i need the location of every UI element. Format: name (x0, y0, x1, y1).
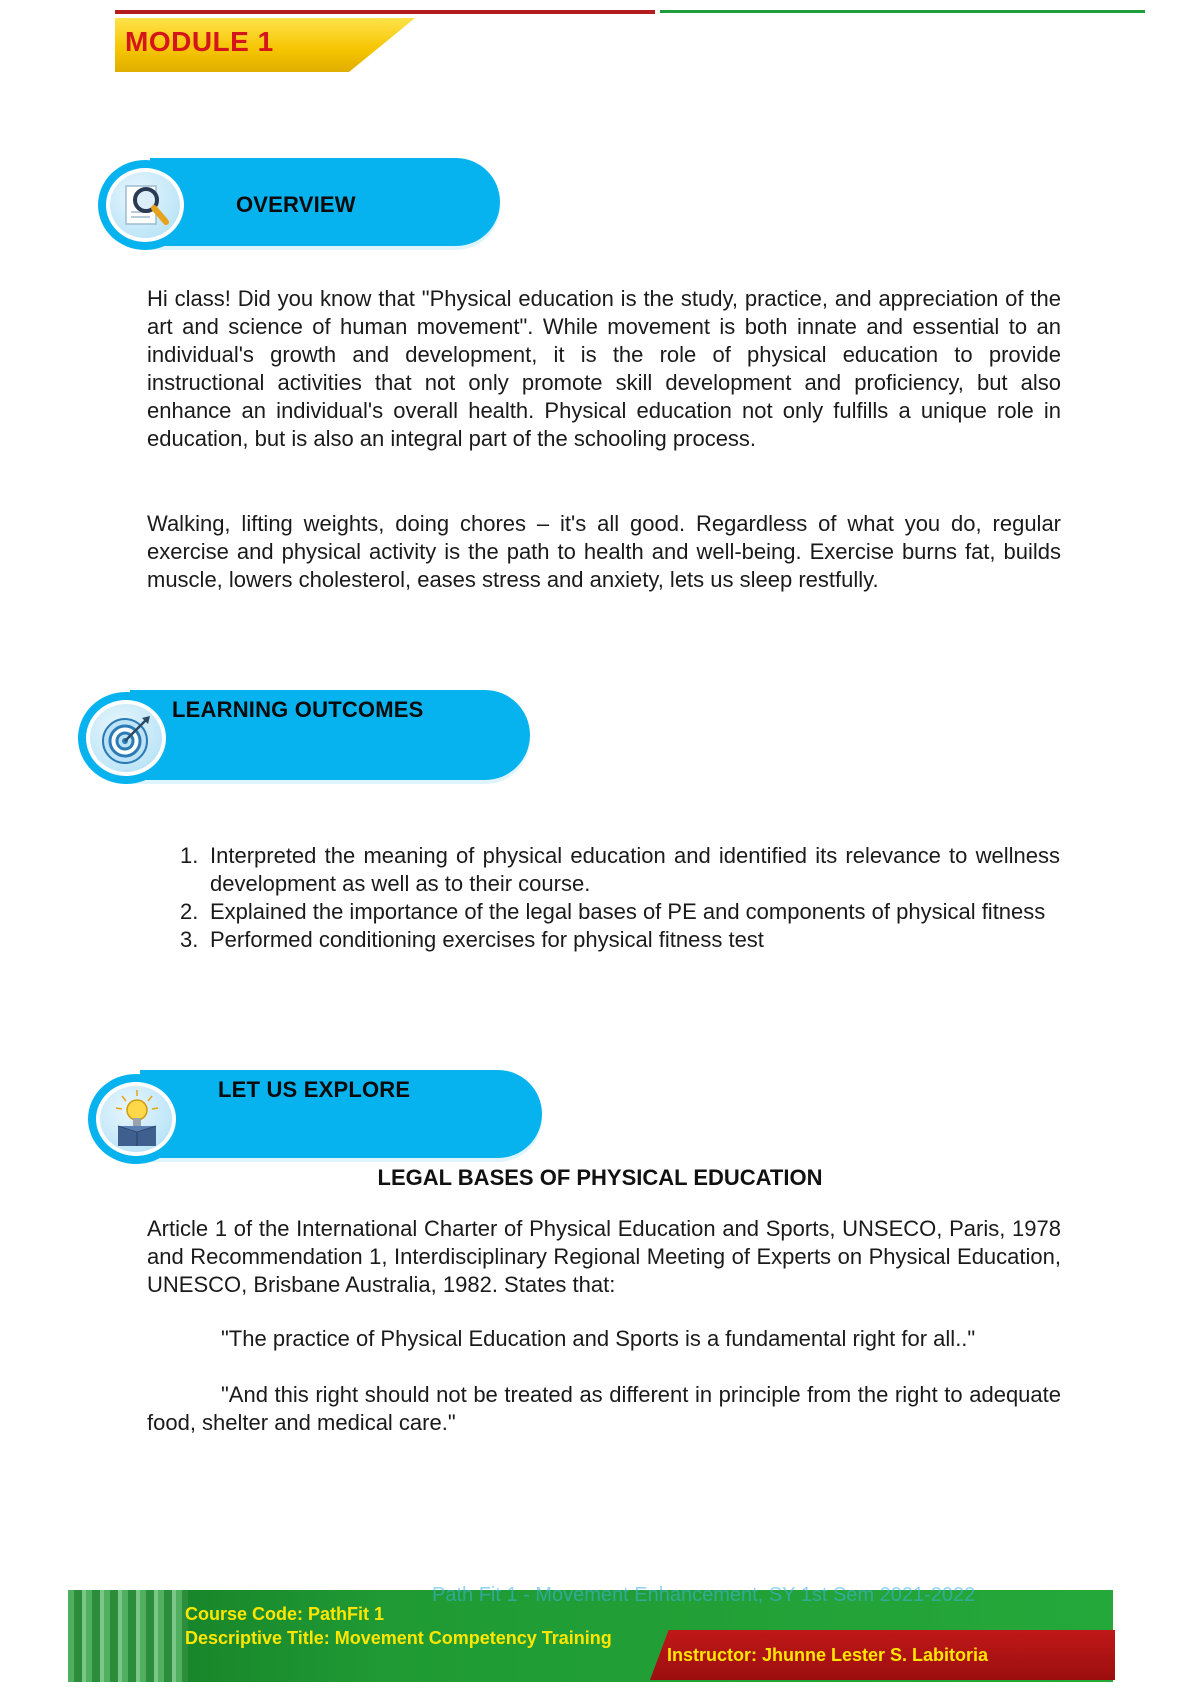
list-item: 1. Interpreted the meaning of physical education and identified its relevance to wellness development as well as to their course. (180, 843, 1060, 896)
footer-course-code: Course Code: PathFit 1 (185, 1604, 385, 1624)
legal-quote-2: "And this right should not be treated as different in principle from the right to adequate food, shelter and medical care." (147, 1382, 1061, 1435)
let-us-explore-title: LET US EXPLORE (218, 1077, 411, 1102)
overview-title: OVERVIEW (236, 192, 356, 217)
learning-outcomes-icon-frame (78, 692, 174, 784)
legal-article-paragraph: Article 1 of the International Charter of Physical Education and Sports, UNSECO, Paris, 1978 and Recommendation 1, Interdisciplinary Regional Meeting of Experts on Physical Education, UNESCO, Brisbane Australia, 1982. States that: (147, 1216, 1061, 1297)
learning-outcomes-list (180, 842, 1060, 954)
legal-bases-heading: LEGAL BASES OF PHYSICAL EDUCATION (377, 1165, 823, 1190)
top-rule-green (660, 10, 1145, 13)
overview-icon-frame (98, 160, 192, 250)
footer-instructor: Instructor: Jhunne Lester S. Labitoria (667, 1645, 989, 1665)
module-title: MODULE 1 (125, 26, 274, 57)
magnifier-document-icon (120, 178, 176, 234)
footer-watermark: Path Fit 1 - Movement Enhancement, SY 1st Sem 2021-2022 (432, 1584, 976, 1606)
let-us-explore-icon-frame (88, 1074, 184, 1164)
top-rule-red (115, 10, 655, 14)
footer-stripes (68, 1590, 188, 1682)
target-icon (98, 710, 156, 768)
list-item: 2. Explained the importance of the legal bases of PE and components of physical fitness (180, 899, 1046, 924)
footer-descriptive-title: Descriptive Title: Movement Competency Training (185, 1628, 612, 1648)
list-item: 3. Performed conditioning exercises for physical fitness test (180, 927, 764, 952)
overview-paragraph-1: Hi class! Did you know that "Physical education is the study, practice, and appreciation of the art and science of human movement". While movement is both innate and essential to an individual's growth and development, it is the role of physical education to provide instructional activities that not only promote skill development and proficiency, but also enhance an individual's overall health. Physical education not only fulfills a unique role in education, but is also an integral part of the schooling process. (147, 286, 1061, 451)
legal-quote-1: "The practice of Physical Education and Sports is a fundamental right for all.." (221, 1326, 976, 1351)
overview-paragraph-2: Walking, lifting weights, doing chores – it's all good. Regardless of what you do, regular exercise and physical activity is the path to health and well-being. Exercise burns fat, builds muscle, lowers cholesterol, eases stress and anxiety, lets us sleep restfully. (147, 511, 1061, 592)
learning-outcomes-title: LEARNING OUTCOMES (172, 697, 424, 722)
lightbulb-box-icon (108, 1088, 166, 1150)
